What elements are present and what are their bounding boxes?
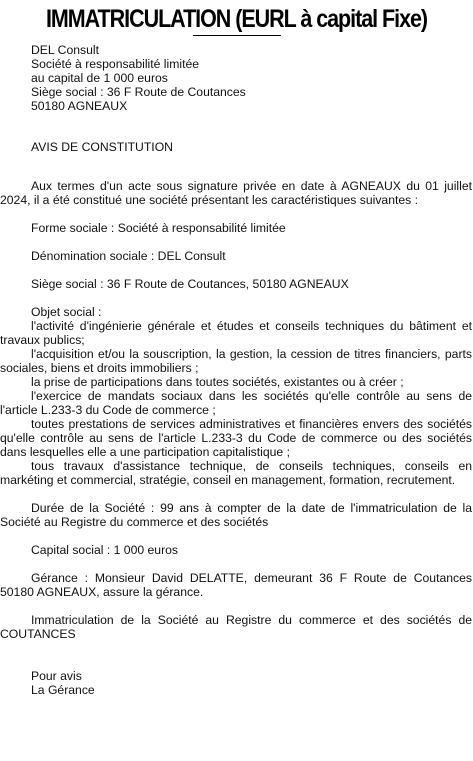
- company-form: Société à responsabilité limitée: [31, 57, 200, 71]
- document-title: IMMATRICULATION (EURL à capital Fixe): [45, 5, 428, 33]
- company-address: Siège social : 36 F Route de Coutances: [31, 85, 246, 99]
- forme-sociale: Forme sociale : Société à responsabilité limitée: [31, 221, 286, 235]
- capital-social: Capital social : 1 000 euros: [31, 543, 179, 557]
- objet-item: l'acquisition et/ou la souscription, la gestion, la cession de titres financiers, parts sociales, biens et droits immobiliers ;: [0, 347, 472, 375]
- closing-pour-avis: Pour avis: [31, 669, 82, 683]
- denomination-sociale: Dénomination sociale : DEL Consult: [31, 249, 226, 263]
- company-name: DEL Consult: [31, 43, 99, 57]
- closing: [0, 669, 473, 697]
- company-capital: au capital de 1 000 euros: [31, 71, 168, 85]
- closing-signature: La Gérance: [31, 683, 95, 697]
- title-underline: [193, 35, 281, 36]
- immatriculation-paragraph: Immatriculation de la Société au Registre du commerce et des sociétés de COUTANCES: [0, 613, 472, 641]
- company-postcode: 50180 AGNEAUX: [31, 99, 128, 113]
- legal-notice: [0, 43, 473, 697]
- intro-paragraph: Aux termes d'un acte sous signature privée en date à AGNEAUX du 01 juillet 2024, il a été constitué une société présentant les caractéristiques suivantes :: [0, 179, 472, 207]
- objet-item: l'exercice de mandats sociaux dans les sociétés qu'elle contrôle au sens de l'article L.233-3 du Code de commerce ;: [0, 389, 472, 417]
- gerance-paragraph: Gérance : Monsieur David DELATTE, demeurant 36 F Route de Coutances 50180 AGNEAUX, assure la gérance.: [0, 571, 472, 599]
- objet-item: la prise de participations dans toutes sociétés, existantes ou à créer ;: [31, 375, 404, 389]
- siege-social: Siège social : 36 F Route de Coutances, 50180 AGNEAUX: [31, 277, 349, 291]
- objet-item: toutes prestations de services administratives et financières envers des sociétés qu'elle contrôle au sens de l'article L.233-3 du Code de commerce ou des sociétés dans lesquelles elle a une participation capitalistique ;: [0, 417, 472, 459]
- notice-heading: AVIS DE CONSTITUTION: [31, 140, 173, 154]
- objet-item: l'activité d'ingénierie générale et études et conseils techniques du bâtiment et travaux publics;: [0, 319, 472, 347]
- duree-paragraph: Durée de la Société : 99 ans à compter de la date de l'immatriculation de la Société au Registre du commerce et des sociétés: [0, 501, 472, 529]
- objet-item: tous travaux d'assistance technique, de conseils techniques, conseils en markéting et commercial, stratégie, conseil en management, formation, recrutement.: [0, 459, 472, 487]
- objet-social-label: Objet social :: [31, 305, 102, 319]
- company-header: [0, 43, 473, 113]
